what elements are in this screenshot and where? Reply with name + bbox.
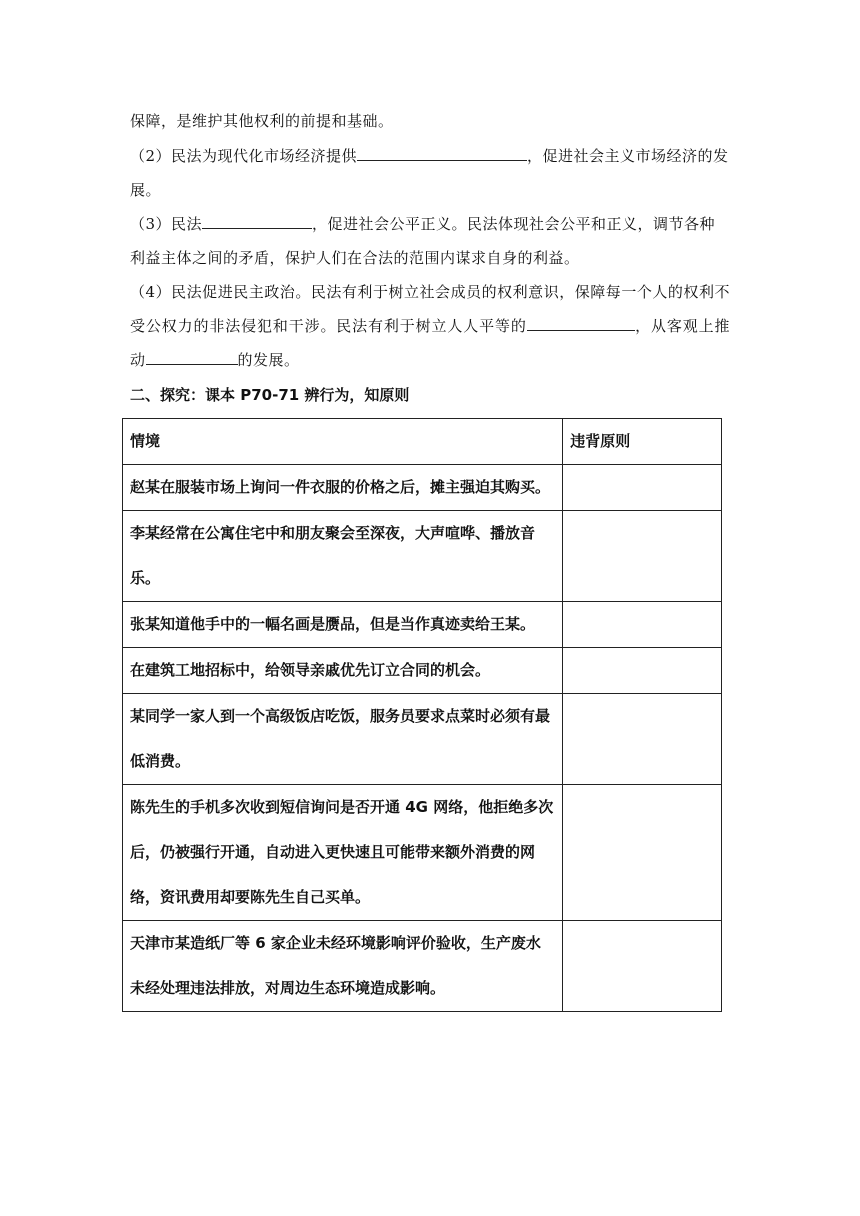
table-row <box>123 694 722 785</box>
principle-answer-cell[interactable] <box>563 648 722 694</box>
principle-answer-cell[interactable] <box>563 694 722 785</box>
principle-answer-cell[interactable] <box>563 921 722 1012</box>
table-row <box>123 602 722 648</box>
scenario-cell: 李某经常在公寓住宅中和朋友聚会至深夜，大声喧哗、播放音乐。 <box>123 511 563 602</box>
scenario-cell: 某同学一家人到一个高级饭店吃饭，服务员要求点菜时必须有最低消费。 <box>123 694 563 785</box>
paragraph-4-text-c: 的发展。 <box>237 351 300 369</box>
table-row <box>123 511 722 602</box>
header-scenario: 情境 <box>123 419 563 465</box>
paragraph-1 <box>130 104 730 138</box>
paragraph-4-text-a: （4）民法促进民主政治。民法有利于树立社会成员的权利意识，保障每一个人的权利不受公权力的非法侵犯和干涉。民法有利于树立人人平等的 <box>130 283 730 335</box>
scenario-cell: 天津市某造纸厂等 6 家企业未经环境影响评价验收，生产废水未经处理违法排放，对周边生态环境造成影响。 <box>123 921 563 1012</box>
principle-answer-cell[interactable] <box>563 465 722 511</box>
principle-answer-cell[interactable] <box>563 602 722 648</box>
table-row <box>123 648 722 694</box>
paragraph-2-text-b: ，促进社会主义市场经济的发展。 <box>130 147 729 199</box>
scenario-cell: 张某知道他手中的一幅名画是赝品，但是当作真迹卖给王某。 <box>123 602 563 648</box>
fill-blank[interactable] <box>146 346 238 365</box>
paragraph-4 <box>130 275 730 377</box>
table-row <box>123 921 722 1012</box>
header-principle: 违背原则 <box>563 419 722 465</box>
principle-answer-cell[interactable] <box>563 511 722 602</box>
paragraph-3-text-b: ，促进社会公平正义。民法体现社会公平和正义，调节各种利益主体之间的矛盾，保护人们在合法的范围内谋求自身的利益。 <box>130 215 716 267</box>
section-heading: 二、探究：课本 P70-71 辨行为，知原则 <box>130 386 410 404</box>
fill-blank[interactable] <box>357 142 527 161</box>
scenario-cell: 赵某在服装市场上询问一件衣服的价格之后，摊主强迫其购买。 <box>123 465 563 511</box>
table-row <box>123 785 722 921</box>
paragraph-4-text-b: ，从客观上推动 <box>130 317 730 369</box>
scenario-cell: 在建筑工地招标中，给领导亲戚优先订立合同的机会。 <box>123 648 563 694</box>
fill-blank[interactable] <box>527 312 635 331</box>
fill-blank[interactable] <box>202 210 312 229</box>
paragraph-3 <box>130 207 730 275</box>
scenario-table <box>122 418 722 1012</box>
table-row <box>123 465 722 511</box>
paragraph-2 <box>130 139 730 207</box>
principle-answer-cell[interactable] <box>563 785 722 921</box>
scenario-cell: 陈先生的手机多次收到短信询问是否开通 4G 网络，他拒绝多次后，仍被强行开通，自动进入更快速且可能带来额外消费的网络，资讯费用却要陈先生自己买单。 <box>123 785 563 921</box>
paragraph-1-text: 保障，是维护其他权利的前提和基础。 <box>130 112 394 130</box>
paragraph-3-text-a: （3）民法 <box>130 215 203 233</box>
paragraph-2-text-a: （2）民法为现代化市场经济提供 <box>130 147 358 165</box>
table-header-row <box>123 419 722 465</box>
